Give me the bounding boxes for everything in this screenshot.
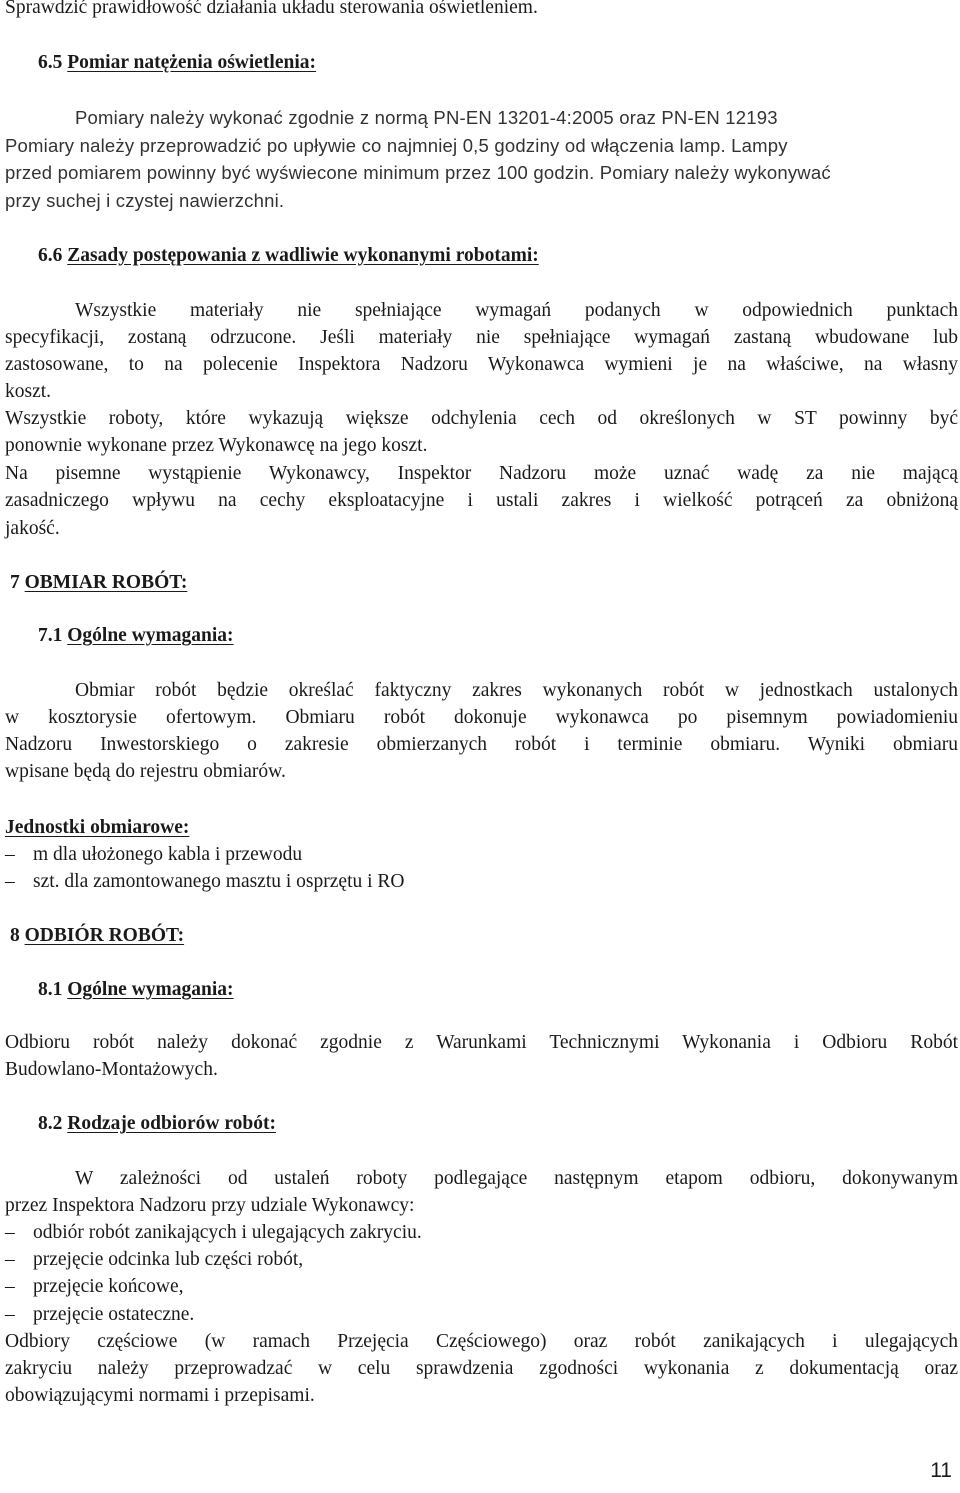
list-item: m dla ułożonego kabla i przewodu <box>33 844 303 865</box>
paragraph-line: przed pomiarem powinny być wyświecone minimum przez 100 godzin. Pomiary należy wykonywać <box>5 162 831 183</box>
section-8-heading <box>10 922 184 949</box>
paragraph-line: koszt. <box>5 381 52 402</box>
dash-bullet: – <box>5 1276 15 1297</box>
dash-bullet: – <box>5 1304 15 1325</box>
paragraph-line: wpisane będą do rejestru obmiarów. <box>5 761 286 782</box>
list-item: przejęcie ostateczne. <box>33 1304 195 1325</box>
paragraph-line: w kosztorysie ofertowym. Obmiaru robót dokonuje wykonawca po pisemnym powiadomieniu <box>5 707 958 728</box>
section-title: Ogólne wymagania: <box>67 979 234 1000</box>
list-item: odbiór robót zanikających i ulegających zakryciu. <box>33 1222 422 1243</box>
paragraph-line: przy suchej i czystej nawierzchni. <box>5 190 285 211</box>
dash-bullet: – <box>5 844 15 865</box>
section-7-heading <box>10 569 187 596</box>
paragraph-line: przez Inspektora Nadzoru przy udziale Wykonawcy: <box>5 1195 415 1216</box>
paragraph-line: W zależności od ustaleń roboty podlegające następnym etapom odbioru, dokonywanym <box>75 1168 958 1189</box>
section-title: Pomiar natężenia oświetlenia: <box>67 52 317 73</box>
intro-line: Sprawdzić prawidłowość działania układu sterowania oświetleniem. <box>5 0 538 18</box>
paragraph-line: specyfikacji, zostaną odrzucone. Jeśli materiały nie spełniające wymagań zastaną wbudowane lub <box>5 327 958 348</box>
section-6-5-heading <box>38 49 316 76</box>
section-number: 6.6 <box>38 245 68 266</box>
section-number: 7.1 <box>38 625 68 646</box>
paragraph-line: Na pisemne wystąpienie Wykonawcy, Inspektor Nadzoru może uznać wadę za nie mającą <box>5 463 958 484</box>
section-title: Rodzaje odbiorów robót: <box>67 1113 276 1134</box>
paragraph-line: Budowlano-Montażowych. <box>5 1059 218 1080</box>
list-item: przejęcie końcowe, <box>33 1276 184 1297</box>
section-title: ODBIÓR ROBÓT: <box>24 925 185 946</box>
units-title: Jednostki obmiarowe: <box>5 817 190 838</box>
paragraph-line: Odbioru robót należy dokonać zgodnie z Warunkami Technicznymi Wykonania i Odbioru Robót <box>5 1032 958 1053</box>
paragraph-line: ponownie wykonane przez Wykonawcę na jego koszt. <box>5 435 428 456</box>
section-8-1-heading <box>38 976 234 1003</box>
units-heading <box>5 814 189 841</box>
paragraph-line: Odbiory częściowe (w ramach Przejęcia Częściowego) oraz robót zanikających i ulegających <box>5 1331 958 1352</box>
paragraph-line: obowiązującymi normami i przepisami. <box>5 1385 315 1406</box>
paragraph-line: Wszystkie roboty, które wykazują większe odchylenia cech od określonych w ST powinny być <box>5 408 958 429</box>
list-item: szt. dla zamontowanego masztu i osprzętu i RO <box>33 871 405 892</box>
paragraph-line: zakryciu należy przeprowadzać w celu sprawdzenia zgodności wykonania z dokumentacją oraz <box>5 1358 958 1379</box>
section-number: 8 <box>10 925 25 946</box>
paragraph-line: zastosowane, to na polecenie Inspektora Nadzoru Wykonawca wymieni je na właściwe, na własny <box>5 354 958 375</box>
paragraph-line: Pomiary należy przeprowadzić po upływie co najmniej 0,5 godziny od włączenia lamp. Lampy <box>5 135 788 156</box>
paragraph-line: zasadniczego wpływu na cechy eksploatacyjne i ustali zakres i wielkość potrąceń za obniżoną <box>5 490 958 511</box>
section-title: Ogólne wymagania: <box>67 625 234 646</box>
paragraph-line: Wszystkie materiały nie spełniające wymagań podanych w odpowiednich punktach <box>75 300 958 321</box>
section-7-1-heading <box>38 622 234 649</box>
list-item: przejęcie odcinka lub części robót, <box>33 1249 304 1270</box>
section-number: 6.5 <box>38 52 68 73</box>
paragraph-line: Nadzoru Inwestorskiego o zakresie obmierzanych robót i terminie obmiaru. Wyniki obmiaru <box>5 734 958 755</box>
section-title: OBMIAR ROBÓT: <box>24 572 188 593</box>
paragraph-line: jakość. <box>5 518 60 539</box>
dash-bullet: – <box>5 1249 15 1270</box>
section-8-2-heading <box>38 1110 276 1137</box>
section-6-6-heading <box>38 242 539 269</box>
paragraph-line: Pomiary należy wykonać zgodnie z normą PN-EN 13201-4:2005 oraz PN-EN 12193 <box>75 107 778 128</box>
page-number: 11 <box>930 1459 952 1482</box>
section-number: 7 <box>10 572 25 593</box>
dash-bullet: – <box>5 1222 15 1243</box>
dash-bullet: – <box>5 871 15 892</box>
section-number: 8.1 <box>38 979 68 1000</box>
paragraph-line: Obmiar robót będzie określać faktyczny zakres wykonanych robót w jednostkach ustalonych <box>75 680 958 701</box>
section-title: Zasady postępowania z wadliwie wykonanymi robotami: <box>67 245 539 266</box>
section-number: 8.2 <box>38 1113 68 1134</box>
